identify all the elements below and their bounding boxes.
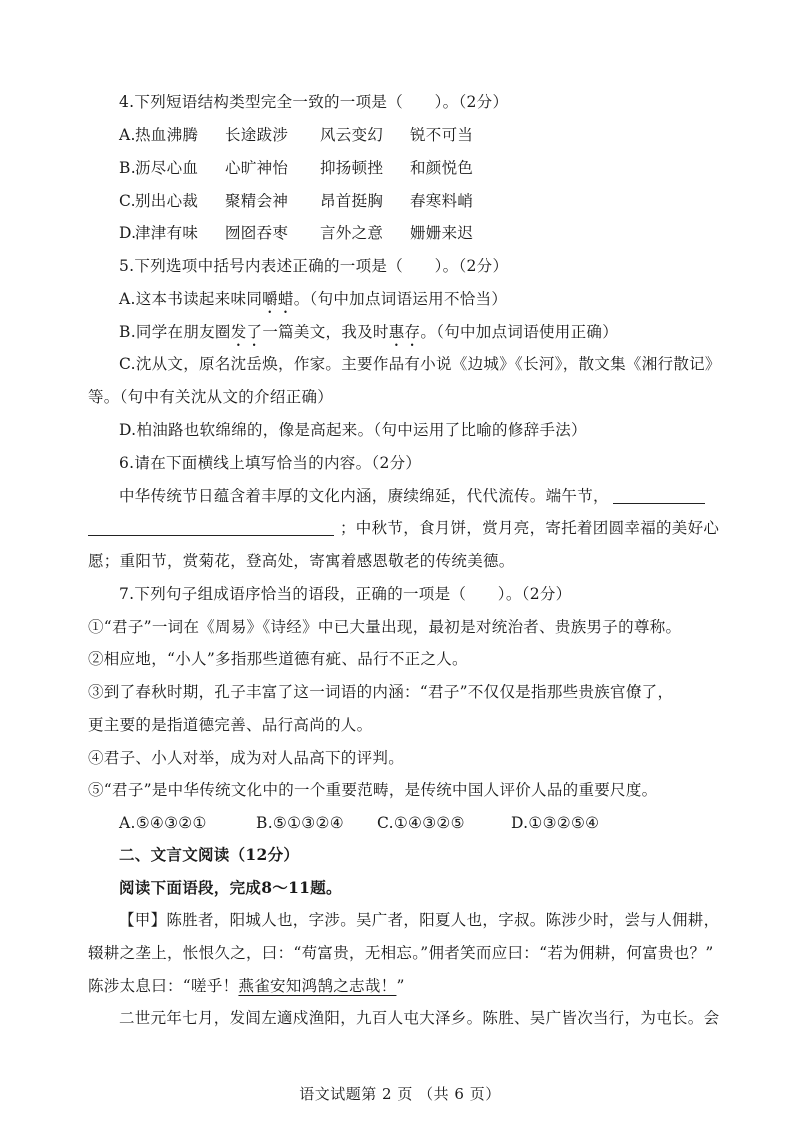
passage-jia-line-2: 辍耕之垄上，怅恨久之，曰：“苟富贵，无相忘。”佣者笑而应曰：“若为佣耕，何富贵也？” <box>88 944 714 962</box>
q5-stem: 5.下列选项中括号内表述正确的一项是（ ）。（2分） <box>119 257 509 275</box>
q4-a-item-3: 风云变幻 <box>320 126 384 144</box>
option-letter: A. <box>119 126 136 144</box>
q5-a-dotted-word: 嚼蜡 <box>262 290 294 308</box>
q5-option-b <box>119 322 618 350</box>
q6-line-3: 愿；重阳节，赏菊花，登高处，寄寓着感恩敬老的传统美德。 <box>88 552 515 570</box>
q4-c-item-4: 春寒料峭 <box>410 192 474 210</box>
q4-c-item-2: 聚精会神 <box>225 192 289 210</box>
q6-answer-blank-2[interactable] <box>88 519 334 536</box>
q7-sentence-2: ②相应地，“小人”多指那些道德有疵、品行不正之人。 <box>88 650 468 668</box>
passage-jia-line-1: 【甲】陈胜者，阳城人也，字涉。吴广者，阳夏人也，字叔。陈涉少时，尝与人佣耕， <box>119 911 720 929</box>
q6-line-1 <box>119 486 705 506</box>
q4-a-item-4: 锐不可当 <box>410 126 474 144</box>
option-letter: D. <box>119 224 137 242</box>
q7-option-c: C.①④③②⑤ <box>377 814 465 832</box>
option-letter: C. <box>119 192 136 210</box>
q5-option-c-line-1: C.沈从文，原名沈岳焕，作家。主要作品有小说《边城》《长河》，散文集《湘行散记》 <box>119 355 721 373</box>
q7-sentence-3-line-2: 更主要的是指道德完善、品行高尚的人。 <box>88 716 373 734</box>
q5-b-note: 。（句中加点词语使用正确） <box>420 323 618 341</box>
q5-a-text: A.这本书读起来味同 <box>119 290 263 308</box>
q7-sentence-5: ⑤“君子”是中华传统文化中的一个重要范畴，是传统中国人评价人品的重要尺度。 <box>88 781 658 799</box>
q6-line-2 <box>88 518 719 538</box>
q5-a-note: 。（句中加点词语运用不恰当） <box>293 290 508 308</box>
q7-sentence-4: ④君子、小人对举，成为对人品高下的评判。 <box>88 749 405 767</box>
q4-d-item-3: 言外之意 <box>320 224 384 242</box>
section-2-instruction: 阅读下面语段，完成8～11题。 <box>119 878 342 897</box>
q6-stem: 6.请在下面横线上填写恰当的内容。（2分） <box>119 454 422 472</box>
page-footer: 语文试题第 2 页 （共 6 页） <box>299 1085 501 1103</box>
q7-option-d: D.①③②⑤④ <box>511 814 600 832</box>
q4-b-item-4: 和颜悦色 <box>410 159 474 177</box>
underlined-sentence: 燕雀安知鸿鹄之志哉！ <box>238 977 397 995</box>
q4-option-c <box>119 191 474 211</box>
q4-a-item-2: 长途跋涉 <box>225 126 289 144</box>
passage-jia-line-3 <box>88 976 405 996</box>
q5-option-d: D.柏油路也软绵绵的，像是高起来。（句中运用了比喻的修辞手法） <box>119 421 587 439</box>
q4-option-d <box>119 223 474 243</box>
q4-c-item-1: 别出心裁 <box>135 192 199 210</box>
passage-quote-end: ” <box>396 977 405 995</box>
q7-sentence-3-line-1: ③到了春秋时期，孔子丰富了这一词语的内涵：“君子”不仅仅是指那些贵族官僚了， <box>88 683 674 701</box>
q4-d-item-1: 津津有味 <box>135 224 199 242</box>
q4-a-item-1: 热血沸腾 <box>135 126 199 144</box>
q5-option-a <box>119 289 507 317</box>
q4-b-item-1: 沥尽心血 <box>135 159 199 177</box>
section-2-title: 二、文言文阅读（12分） <box>119 845 300 864</box>
q4-option-b <box>119 158 474 178</box>
q4-option-a <box>119 125 474 145</box>
q7-stem: 7.下列句子组成语序恰当的语段，正确的一项是（ ）。（2分） <box>119 585 572 603</box>
q7-sentence-1: ①“君子”一词在《周易》《诗经》中已大量出现，最初是对统治者、贵族男子的尊称。 <box>88 618 682 636</box>
q7-option-b: B.⑤①③②④ <box>256 814 344 832</box>
q6-answer-blank-1[interactable] <box>613 487 705 504</box>
q4-d-item-2: 囫囵吞枣 <box>225 224 289 242</box>
q5-option-c-line-2: 等。（句中有关沈从文的介绍正确） <box>88 388 334 406</box>
q4-c-item-3: 昂首挺胸 <box>320 192 384 210</box>
q7-option-a: A.⑤④③②① <box>119 814 207 832</box>
passage-text: 陈涉太息曰：“嗟乎！ <box>88 977 239 995</box>
q4-d-item-4: 姗姗来迟 <box>410 224 474 242</box>
q4-b-item-2: 心旷神怡 <box>225 159 289 177</box>
q5-b-dotted-word-2: 惠存 <box>388 323 421 341</box>
q6-text-1: 中华传统节日蕴含着丰厚的文化内涵，赓续绵延，代代流传。端午节， <box>119 487 609 505</box>
option-letter: B. <box>119 159 136 177</box>
q6-text-2: ；中秋节，食月饼，赏月亮，寄托着团圆幸福的美好心 <box>340 519 720 537</box>
q5-b-text: B.同学在朋友圈 <box>119 323 231 341</box>
q4-stem: 4.下列短语结构类型完全一致的一项是（ ）。（2分） <box>119 93 509 111</box>
q5-b-text-mid: 一篇美文，我及时 <box>262 323 389 341</box>
q4-b-item-3: 抑扬顿挫 <box>320 159 384 177</box>
passage-jia-line-4: 二世元年七月，发闾左適戍渔阳，九百人屯大泽乡。陈胜、吴广皆次当行，为屯长。会 <box>119 1009 720 1027</box>
q5-b-dotted-word-1: 发了 <box>230 323 263 341</box>
